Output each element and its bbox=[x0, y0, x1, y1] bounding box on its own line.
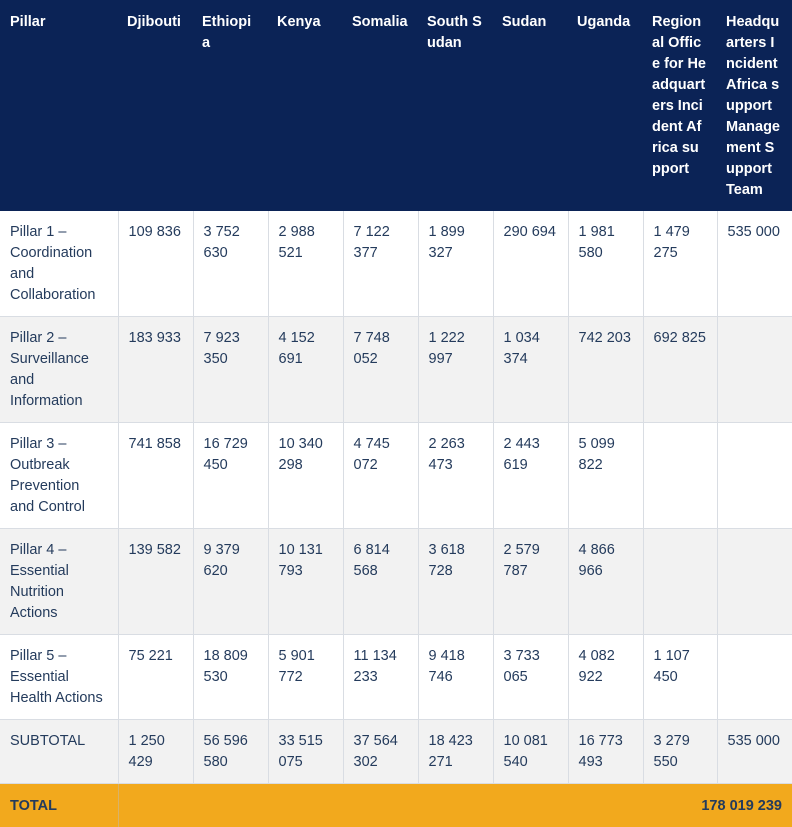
value-cell: 4 745 072 bbox=[343, 423, 418, 529]
value-cell: 1 981 580 bbox=[568, 211, 643, 317]
value-cell: 741 858 bbox=[118, 423, 193, 529]
value-cell bbox=[717, 635, 792, 720]
value-cell: 7 122 377 bbox=[343, 211, 418, 317]
value-cell: 1 479 275 bbox=[643, 211, 717, 317]
total-value: 178 019 239 bbox=[118, 784, 792, 827]
value-cell: 3 752 630 bbox=[193, 211, 268, 317]
value-cell: 9 379 620 bbox=[193, 529, 268, 635]
value-cell: 2 579 787 bbox=[493, 529, 568, 635]
subtotal-cell: 37 564 302 bbox=[343, 720, 418, 784]
value-cell: 4 152 691 bbox=[268, 317, 343, 423]
value-cell: 1 899 327 bbox=[418, 211, 493, 317]
value-cell: 16 729 450 bbox=[193, 423, 268, 529]
value-cell: 183 933 bbox=[118, 317, 193, 423]
table-row bbox=[0, 317, 792, 423]
total-row bbox=[0, 784, 792, 827]
subtotal-cell: 18 423 271 bbox=[418, 720, 493, 784]
table-row bbox=[0, 635, 792, 720]
value-cell: 4 082 922 bbox=[568, 635, 643, 720]
value-cell: 7 923 350 bbox=[193, 317, 268, 423]
value-cell: 3 618 728 bbox=[418, 529, 493, 635]
value-cell: 2 443 619 bbox=[493, 423, 568, 529]
pillar-cell: Pillar 4 – Essential Nutrition Actions bbox=[0, 529, 118, 635]
value-cell: 1 107 450 bbox=[643, 635, 717, 720]
value-cell: 1 034 374 bbox=[493, 317, 568, 423]
subtotal-cell: 535 000 bbox=[717, 720, 792, 784]
value-cell: 4 866 966 bbox=[568, 529, 643, 635]
value-cell: 535 000 bbox=[717, 211, 792, 317]
subtotal-cell: 33 515 075 bbox=[268, 720, 343, 784]
value-cell: 5 099 822 bbox=[568, 423, 643, 529]
header-uganda: Uganda bbox=[568, 0, 643, 211]
value-cell bbox=[643, 529, 717, 635]
header-regional-office: Regional Office for Headquarters Incident Africa support bbox=[643, 0, 717, 211]
value-cell: 10 340 298 bbox=[268, 423, 343, 529]
value-cell: 18 809 530 bbox=[193, 635, 268, 720]
total-label: TOTAL bbox=[0, 784, 118, 827]
header-kenya: Kenya bbox=[268, 0, 343, 211]
subtotal-cell: 3 279 550 bbox=[643, 720, 717, 784]
value-cell: 5 901 772 bbox=[268, 635, 343, 720]
value-cell: 742 203 bbox=[568, 317, 643, 423]
value-cell: 1 222 997 bbox=[418, 317, 493, 423]
header-pillar: Pillar bbox=[0, 0, 118, 211]
pillar-cell: Pillar 1 – Coordination and Collaboration bbox=[0, 211, 118, 317]
subtotal-cell: 56 596 580 bbox=[193, 720, 268, 784]
value-cell bbox=[643, 423, 717, 529]
table-row bbox=[0, 211, 792, 317]
value-cell bbox=[717, 423, 792, 529]
value-cell: 7 748 052 bbox=[343, 317, 418, 423]
header-djibouti: Djibouti bbox=[118, 0, 193, 211]
header-sudan: Sudan bbox=[493, 0, 568, 211]
table-row bbox=[0, 423, 792, 529]
value-cell: 290 694 bbox=[493, 211, 568, 317]
value-cell: 109 836 bbox=[118, 211, 193, 317]
subtotal-row bbox=[0, 720, 792, 784]
value-cell: 2 988 521 bbox=[268, 211, 343, 317]
value-cell bbox=[717, 529, 792, 635]
subtotal-label: SUBTOTAL bbox=[0, 720, 118, 784]
value-cell: 9 418 746 bbox=[418, 635, 493, 720]
header-ethiopia: Ethiopia bbox=[193, 0, 268, 211]
pillar-cell: Pillar 3 – Outbreak Prevention and Control bbox=[0, 423, 118, 529]
header-headquarters: Headquarters Incident Africa support Management Support Team bbox=[717, 0, 792, 211]
value-cell: 2 263 473 bbox=[418, 423, 493, 529]
pillar-cell: Pillar 5 – Essential Health Actions bbox=[0, 635, 118, 720]
header-south-sudan: South Sudan bbox=[418, 0, 493, 211]
value-cell bbox=[717, 317, 792, 423]
table-row bbox=[0, 529, 792, 635]
value-cell: 3 733 065 bbox=[493, 635, 568, 720]
subtotal-cell: 16 773 493 bbox=[568, 720, 643, 784]
value-cell: 11 134 233 bbox=[343, 635, 418, 720]
subtotal-cell: 10 081 540 bbox=[493, 720, 568, 784]
value-cell: 6 814 568 bbox=[343, 529, 418, 635]
pillar-cell: Pillar 2 – Surveillance and Information bbox=[0, 317, 118, 423]
value-cell: 139 582 bbox=[118, 529, 193, 635]
subtotal-cell: 1 250 429 bbox=[118, 720, 193, 784]
header-somalia: Somalia bbox=[343, 0, 418, 211]
value-cell: 75 221 bbox=[118, 635, 193, 720]
header-row bbox=[0, 0, 792, 211]
value-cell: 10 131 793 bbox=[268, 529, 343, 635]
value-cell: 692 825 bbox=[643, 317, 717, 423]
